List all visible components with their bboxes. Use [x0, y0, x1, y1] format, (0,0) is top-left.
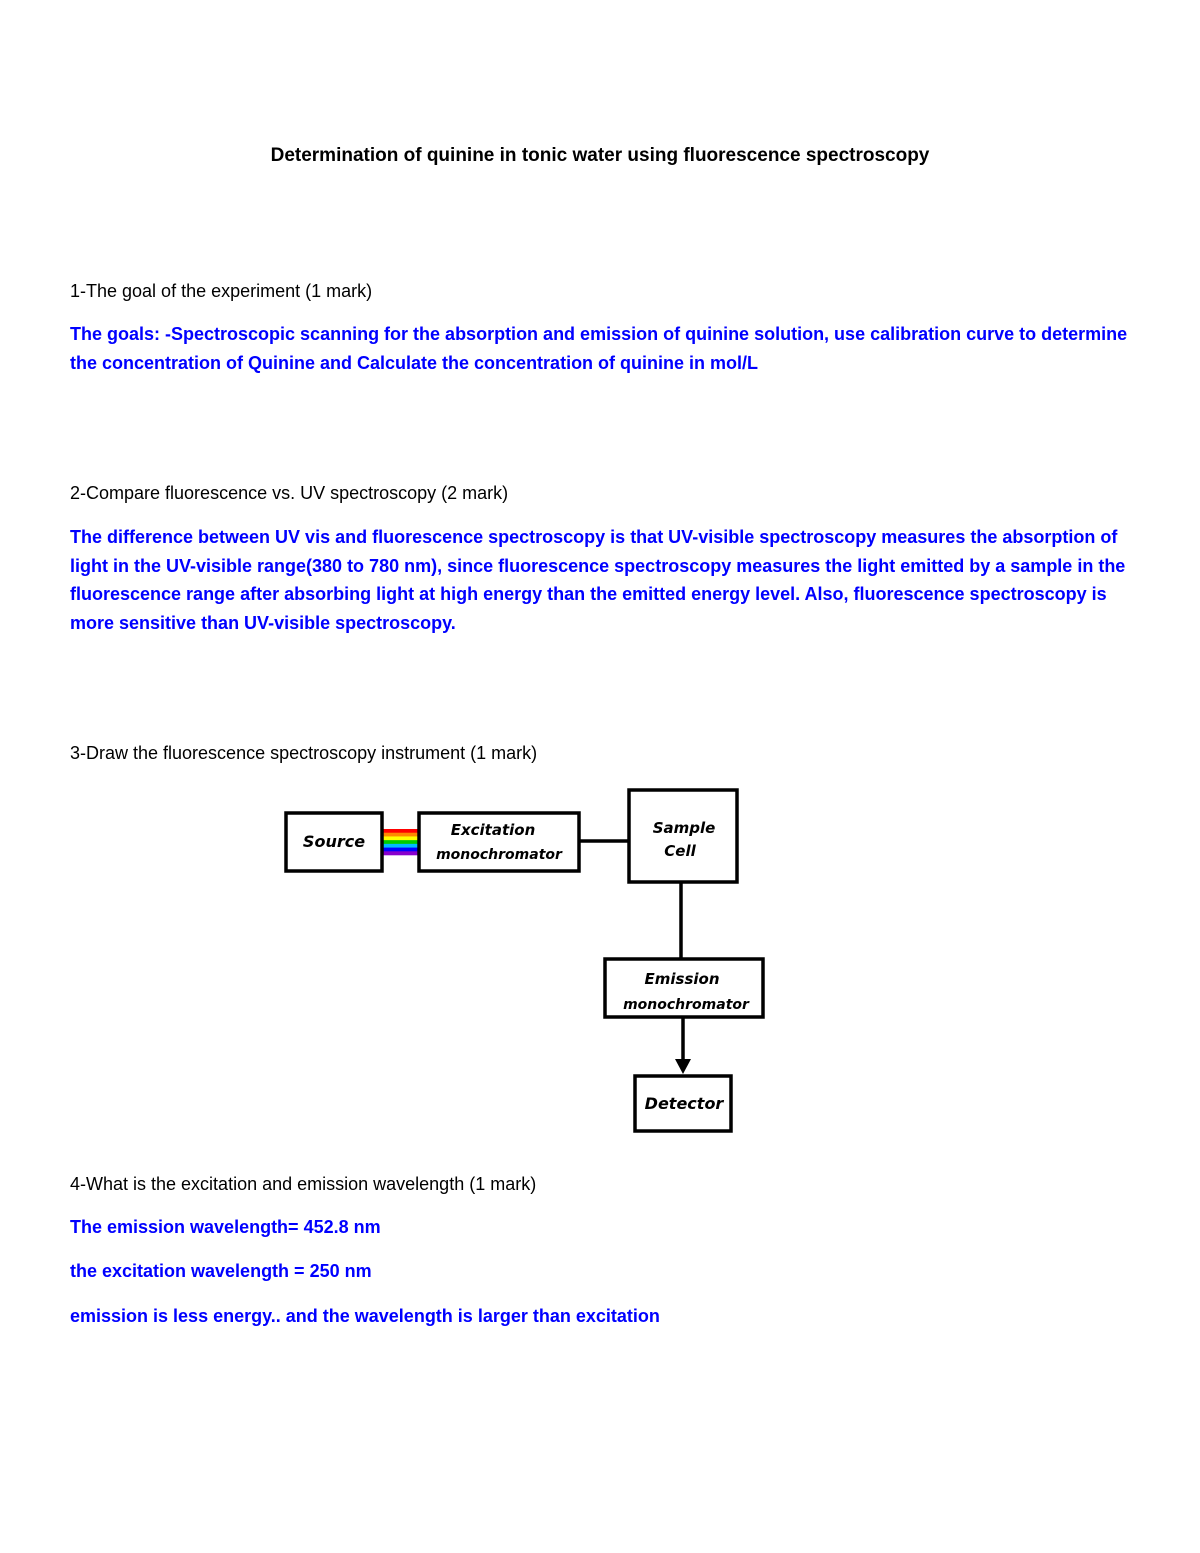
answer-1: The goals: -Spectroscopic scanning for the absorption and emission of quinine solution, use calibration curve to determine the concentration of Quinine and Calculate the concentration of quinine in mol/L — [70, 324, 1128, 373]
excitation-label-line2: monochromator — [436, 847, 562, 863]
document-title: Determination of quinine in tonic water using fluorescence spectroscopy — [270, 145, 930, 166]
sample-label-line2: Cell — [664, 842, 696, 860]
arrow-head-icon — [675, 1059, 691, 1074]
question-1: 1-The goal of the experiment (1 mark) — [70, 281, 373, 301]
excitation-monochromator-box — [419, 813, 579, 871]
emission-label-line1: Emission — [644, 970, 720, 988]
answer-4-excitation: the excitation wavelength = 250 nm — [70, 1261, 372, 1281]
question-2: 2-Compare fluorescence vs. UV spectroscopy (2 mark) — [70, 483, 509, 503]
sample-label-line1: Sample — [652, 819, 716, 837]
spectrum-stripe — [382, 833, 419, 837]
answer-4-emission: The emission wavelength= 452.8 nm — [70, 1217, 381, 1237]
spectrum-stripe — [382, 836, 419, 840]
source-label: Source — [302, 832, 366, 851]
answer-2: The difference between UV vis and fluorescence spectroscopy is that UV-visible spectroscopy measures the absorption of light in the UV-visible range(380 to 780 nm), since fluorescence spectroscopy measures the light emitted by a sample in the fluorescence range after absorbing light at high energy than the emitted energy level. Also, fluorescence spectroscopy is more sensitive than UV-visible spectroscopy. — [70, 527, 1126, 633]
emission-monochromator-box — [605, 959, 763, 1017]
excitation-label-line1: Excitation — [450, 821, 536, 839]
question-4: 4-What is the excitation and emission wavelength (1 mark) — [70, 1174, 537, 1194]
source-box — [286, 813, 382, 871]
light-spectrum-connector — [382, 829, 419, 855]
detector-label: Detector — [644, 1094, 724, 1113]
spectrum-stripe — [382, 844, 419, 848]
sample-cell-box — [629, 790, 737, 882]
spectrum-stripe — [382, 848, 419, 852]
emission-label-line2: monochromator — [623, 997, 749, 1013]
spectrum-stripe — [382, 851, 419, 855]
spectrum-stripe — [382, 840, 419, 844]
detector-box — [635, 1076, 731, 1131]
question-3: 3-Draw the fluorescence spectroscopy instrument (1 mark) — [70, 743, 538, 763]
spectrum-stripe — [382, 829, 419, 833]
answer-4-note: emission is less energy.. and the wavelength is larger than excitation — [70, 1306, 660, 1326]
